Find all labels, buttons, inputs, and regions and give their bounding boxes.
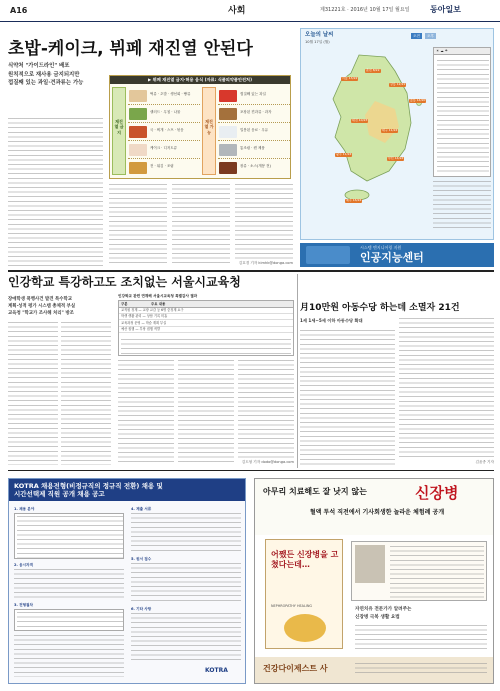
article3-headline: 月10만원 아동수당 하는데 소멸자 21건 bbox=[300, 303, 460, 313]
weather-table-header: ☀ ☁ ☂ bbox=[434, 48, 490, 55]
book-info-box bbox=[351, 541, 487, 601]
audit-table-header: 구분 주요 내용 bbox=[119, 301, 293, 308]
issue-info: 제31221호 · 2016년 10월 17일 월요일 bbox=[320, 7, 410, 13]
kotra-recruit-ad[interactable] bbox=[8, 478, 246, 684]
article1-body-col4 bbox=[235, 184, 293, 260]
article2-body-col1 bbox=[8, 322, 58, 465]
author-photo bbox=[355, 545, 385, 583]
article1-sub-3: 껍질째 있는 과일·견과류는 가능 bbox=[8, 80, 84, 87]
book-ad-title: 신장병 bbox=[415, 484, 459, 502]
city-busan: 부산 14/24 bbox=[388, 156, 404, 160]
audit-table bbox=[118, 300, 294, 356]
article1-sub-2: 원칙적으로 재사용 금지되지만 bbox=[8, 71, 80, 78]
book-note-1: 자연치유 전문가가 알려주는 bbox=[355, 607, 412, 612]
kotra-section-5: 5. 원서 접수 bbox=[131, 557, 152, 561]
article1-headline: 초밥-케이크, 뷔페 재진열 안된다 bbox=[8, 39, 253, 59]
fried-food-image bbox=[129, 162, 147, 174]
publisher-name: 건강다이제스트 사 bbox=[263, 664, 328, 673]
section-divider bbox=[8, 270, 494, 272]
ai-ad-image bbox=[306, 246, 350, 264]
city-jeju: 제주 16/24 bbox=[346, 198, 362, 202]
article2-body-col5 bbox=[238, 360, 294, 458]
banned-label: 재진열 금지 bbox=[114, 119, 124, 135]
article3-body-col2 bbox=[399, 318, 494, 458]
allowed-item: 포장된 견과류 · 과자 bbox=[218, 106, 290, 123]
banned-column bbox=[112, 87, 126, 175]
city-seoul: 서울 13/22 bbox=[342, 76, 358, 80]
banned-item: 샐러드 · 무침 · 나물 bbox=[128, 106, 200, 123]
page-header bbox=[0, 0, 500, 22]
weather-table-rows bbox=[437, 60, 489, 172]
table-row: 교직원 징계 — 교장 교감 등 6명 중징계 요구 bbox=[119, 308, 293, 314]
kotra-process-table bbox=[14, 609, 124, 631]
banned-item: 케이크 · 디저트류 bbox=[128, 142, 200, 159]
article2-body-col3 bbox=[118, 360, 174, 465]
article2-body-col4 bbox=[178, 360, 234, 465]
salad-image bbox=[129, 108, 147, 120]
kotra-section-6: 6. 기타 사항 bbox=[131, 607, 152, 611]
city-gwangju: 광주 11/24 bbox=[336, 152, 352, 156]
book-cover-title: 어쨌든 신장병을 고쳤다는데… bbox=[271, 550, 339, 570]
ad-divider bbox=[8, 470, 494, 471]
book-ad-subtitle: 혈액 투석 직전에서 기사회생한 놀라운 체험례 공개 bbox=[309, 509, 445, 516]
banned-item: 전 · 튀김 · 조림 bbox=[128, 160, 200, 177]
book-cover-art bbox=[284, 614, 326, 642]
article2-table-title: 인강학교 관련 연계해 서울시교육청 특별감사 결과 bbox=[118, 294, 198, 298]
city-gangneung: 강릉 12/21 bbox=[390, 82, 406, 86]
table-row: 예산 집행 — 부당 집행 적발 bbox=[119, 327, 293, 333]
article1-sub-1: 식약처 "가이드라인" 배포 bbox=[8, 63, 70, 69]
nuts-image bbox=[219, 108, 237, 120]
ai-center-ad[interactable] bbox=[300, 243, 494, 267]
book-ad-footer bbox=[255, 657, 493, 683]
article2-body-col2 bbox=[61, 322, 111, 465]
kotra-section-2: 2. 응시자격 bbox=[14, 563, 34, 567]
allowed-item: 밀봉된 음료 · 우유 bbox=[218, 124, 290, 141]
allowed-item: 통조림 · 캔 제품 bbox=[218, 142, 290, 159]
weather-date: 10월 17일 (월) bbox=[305, 40, 330, 44]
allowed-item: 장류 · 소스(개봉 전) bbox=[218, 160, 290, 177]
ai-ad-title: 인공지능센터 bbox=[360, 251, 424, 264]
allowed-item: 껍질째 있는 과일 bbox=[218, 88, 290, 105]
article1-subheads bbox=[8, 62, 108, 88]
book-ad-top bbox=[255, 479, 493, 535]
article3-sub: 1세 1세~5세 이하 아동수당 확대 bbox=[300, 318, 363, 323]
kotra-section-1: 1. 채용 분야 bbox=[14, 507, 35, 511]
kidney-book-ad[interactable] bbox=[254, 478, 494, 684]
sauce-image bbox=[219, 162, 237, 174]
city-daejeon: 대전 10/23 bbox=[352, 118, 368, 122]
article1-body-col3 bbox=[172, 184, 230, 266]
weather-table bbox=[433, 47, 491, 177]
kotra-section-3: 3. 전형절차 bbox=[14, 603, 34, 607]
city-daegu: 대구 11/24 bbox=[382, 128, 398, 132]
article3-body-col1 bbox=[300, 330, 395, 465]
stew-image bbox=[129, 126, 147, 138]
section-title: 사회 bbox=[228, 6, 246, 16]
can-image bbox=[219, 144, 237, 156]
kotra-logo: KOTRA bbox=[205, 667, 228, 674]
table-row: 교육과정 운영 — 학습 계획 부실 bbox=[119, 320, 293, 326]
fruit-image bbox=[219, 90, 237, 102]
rice-cake-image bbox=[129, 90, 147, 102]
newspaper-logo: 동아일보 bbox=[430, 5, 461, 14]
book-cover-label: NEPHROPATHY HEALING bbox=[271, 604, 313, 608]
cake-image bbox=[129, 144, 147, 156]
book-note-2: 신장병 극복 생활 요법 bbox=[355, 615, 400, 620]
allowed-column bbox=[202, 87, 216, 175]
city-ulleung: 울릉 14/20 bbox=[410, 98, 426, 102]
table-row: 학생 생활 관리 — 상담 기록 미흡 bbox=[119, 314, 293, 320]
ai-ad-small: 시스템 엔지니어링 지원 bbox=[360, 245, 402, 250]
weather-panel bbox=[300, 28, 494, 240]
city-chuncheon: 춘천 8/22 bbox=[366, 68, 380, 72]
book-ad-kicker: 아무리 치료해도 잘 낫지 않는 bbox=[263, 487, 367, 496]
banned-item: 국 · 찌개 · 스프 · 볶음 bbox=[128, 124, 200, 141]
drink-image bbox=[219, 126, 237, 138]
article2-byline: 김도형 기자 dodo@donga.com bbox=[241, 460, 294, 464]
food-infographic-title: ▶ 뷔페 재진열 금지·허용 음식 (자료: 식품의약품안전처) bbox=[110, 76, 290, 84]
korea-map bbox=[315, 53, 425, 203]
weather-notes bbox=[433, 181, 491, 231]
allowed-label: 재진열 가능 bbox=[204, 119, 214, 135]
weather-title: 오늘의 날씨 bbox=[305, 32, 334, 38]
kotra-section-4: 4. 제출 서류 bbox=[131, 507, 152, 511]
book-cover bbox=[265, 539, 343, 649]
page-number: A16 bbox=[10, 6, 28, 15]
column-divider bbox=[297, 274, 298, 468]
banned-item: 떡류 · 초밥 · 생선회 · 빵류 bbox=[128, 88, 200, 105]
kotra-ad-title: KOTRA 채용전형(비정규직의 정규직 전환) 채용 및 시간선택제 직원 공개 채용 공고 bbox=[9, 479, 245, 501]
tab-morning[interactable]: 오전 bbox=[413, 33, 420, 38]
tab-afternoon[interactable]: 오후 bbox=[427, 33, 434, 38]
kotra-table-1 bbox=[14, 513, 124, 559]
article3-byline: 김윤종 기자 bbox=[475, 460, 494, 464]
article2-subheads: 장애학생 폭행사건 발견 특수학교 계획·성적 평가 시스템 총체적 부실 교육청 "학교가 조사해 처리" 방조 bbox=[8, 297, 76, 317]
food-infographic bbox=[109, 75, 291, 179]
article2-headline: 인강학교 특강하고도 조치없는 서울시교육청 bbox=[8, 275, 241, 289]
article1-byline: 김호경 기자 kimhk@donga.com bbox=[238, 261, 293, 265]
article1-body-col2 bbox=[109, 184, 167, 266]
article1-body-col1 bbox=[8, 118, 103, 266]
